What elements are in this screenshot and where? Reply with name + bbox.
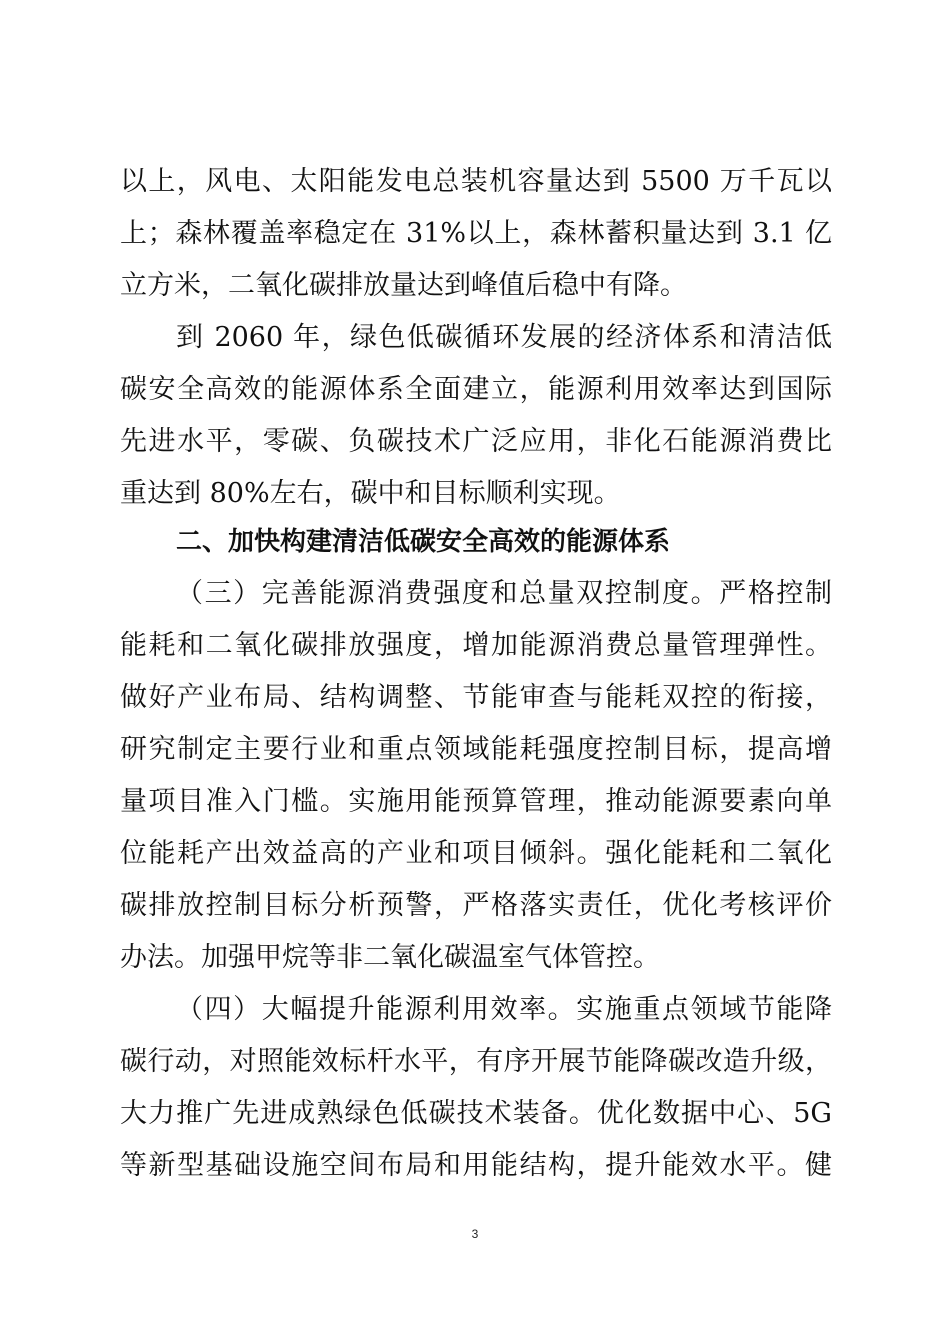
text-line: 碳排放控制目标分析预警，严格落实责任，优化考核评价: [120, 890, 832, 921]
text-line: （三）完善能源消费强度和总量双控制度。严格控制: [176, 578, 832, 609]
text-line: 碳安全高效的能源体系全面建立，能源利用效率达到国际: [120, 374, 832, 405]
text-line: 能耗和二氧化碳排放强度，增加能源消费总量管理弹性。: [120, 630, 832, 661]
page-number: 3: [471, 1227, 479, 1241]
text-line: 办法。加强甲烷等非二氧化碳温室气体管控。: [120, 942, 660, 973]
text-line: 到 2060 年，绿色低碳循环发展的经济体系和清洁低: [176, 322, 832, 353]
text-line: 做好产业布局、结构调整、节能审查与能耗双控的衔接，: [120, 682, 832, 713]
text-line: 研究制定主要行业和重点领域能耗强度控制目标，提高增: [120, 734, 832, 765]
text-line: 重达到 80%左右，碳中和目标顺利实现。: [120, 478, 621, 509]
text-line: 大力推广先进成熟绿色低碳技术装备。优化数据中心、5G: [120, 1098, 832, 1129]
text-line: 以上，风电、太阳能发电总装机容量达到 5500 万千瓦以: [120, 166, 832, 197]
text-line: 量项目准入门槛。实施用能预算管理，推动能源要素向单: [120, 786, 832, 817]
text-line: 位能耗产出效益高的产业和项目倾斜。强化能耗和二氧化: [120, 838, 832, 869]
text-line: 立方米，二氧化碳排放量达到峰值后稳中有降。: [120, 270, 687, 301]
section-heading: 二、加快构建清洁低碳安全高效的能源体系: [176, 527, 671, 557]
text-line: 等新型基础设施空间布局和用能结构，提升能效水平。健: [120, 1150, 832, 1181]
text-line: 上；森林覆盖率稳定在 31%以上，森林蓄积量达到 3.1 亿: [120, 218, 832, 249]
text-line: （四）大幅提升能源利用效率。实施重点领域节能降: [176, 994, 832, 1025]
text-line: 先进水平，零碳、负碳技术广泛应用，非化石能源消费比: [120, 426, 832, 457]
text-line: 碳行动，对照能效标杆水平，有序开展节能降碳改造升级，: [120, 1046, 832, 1077]
